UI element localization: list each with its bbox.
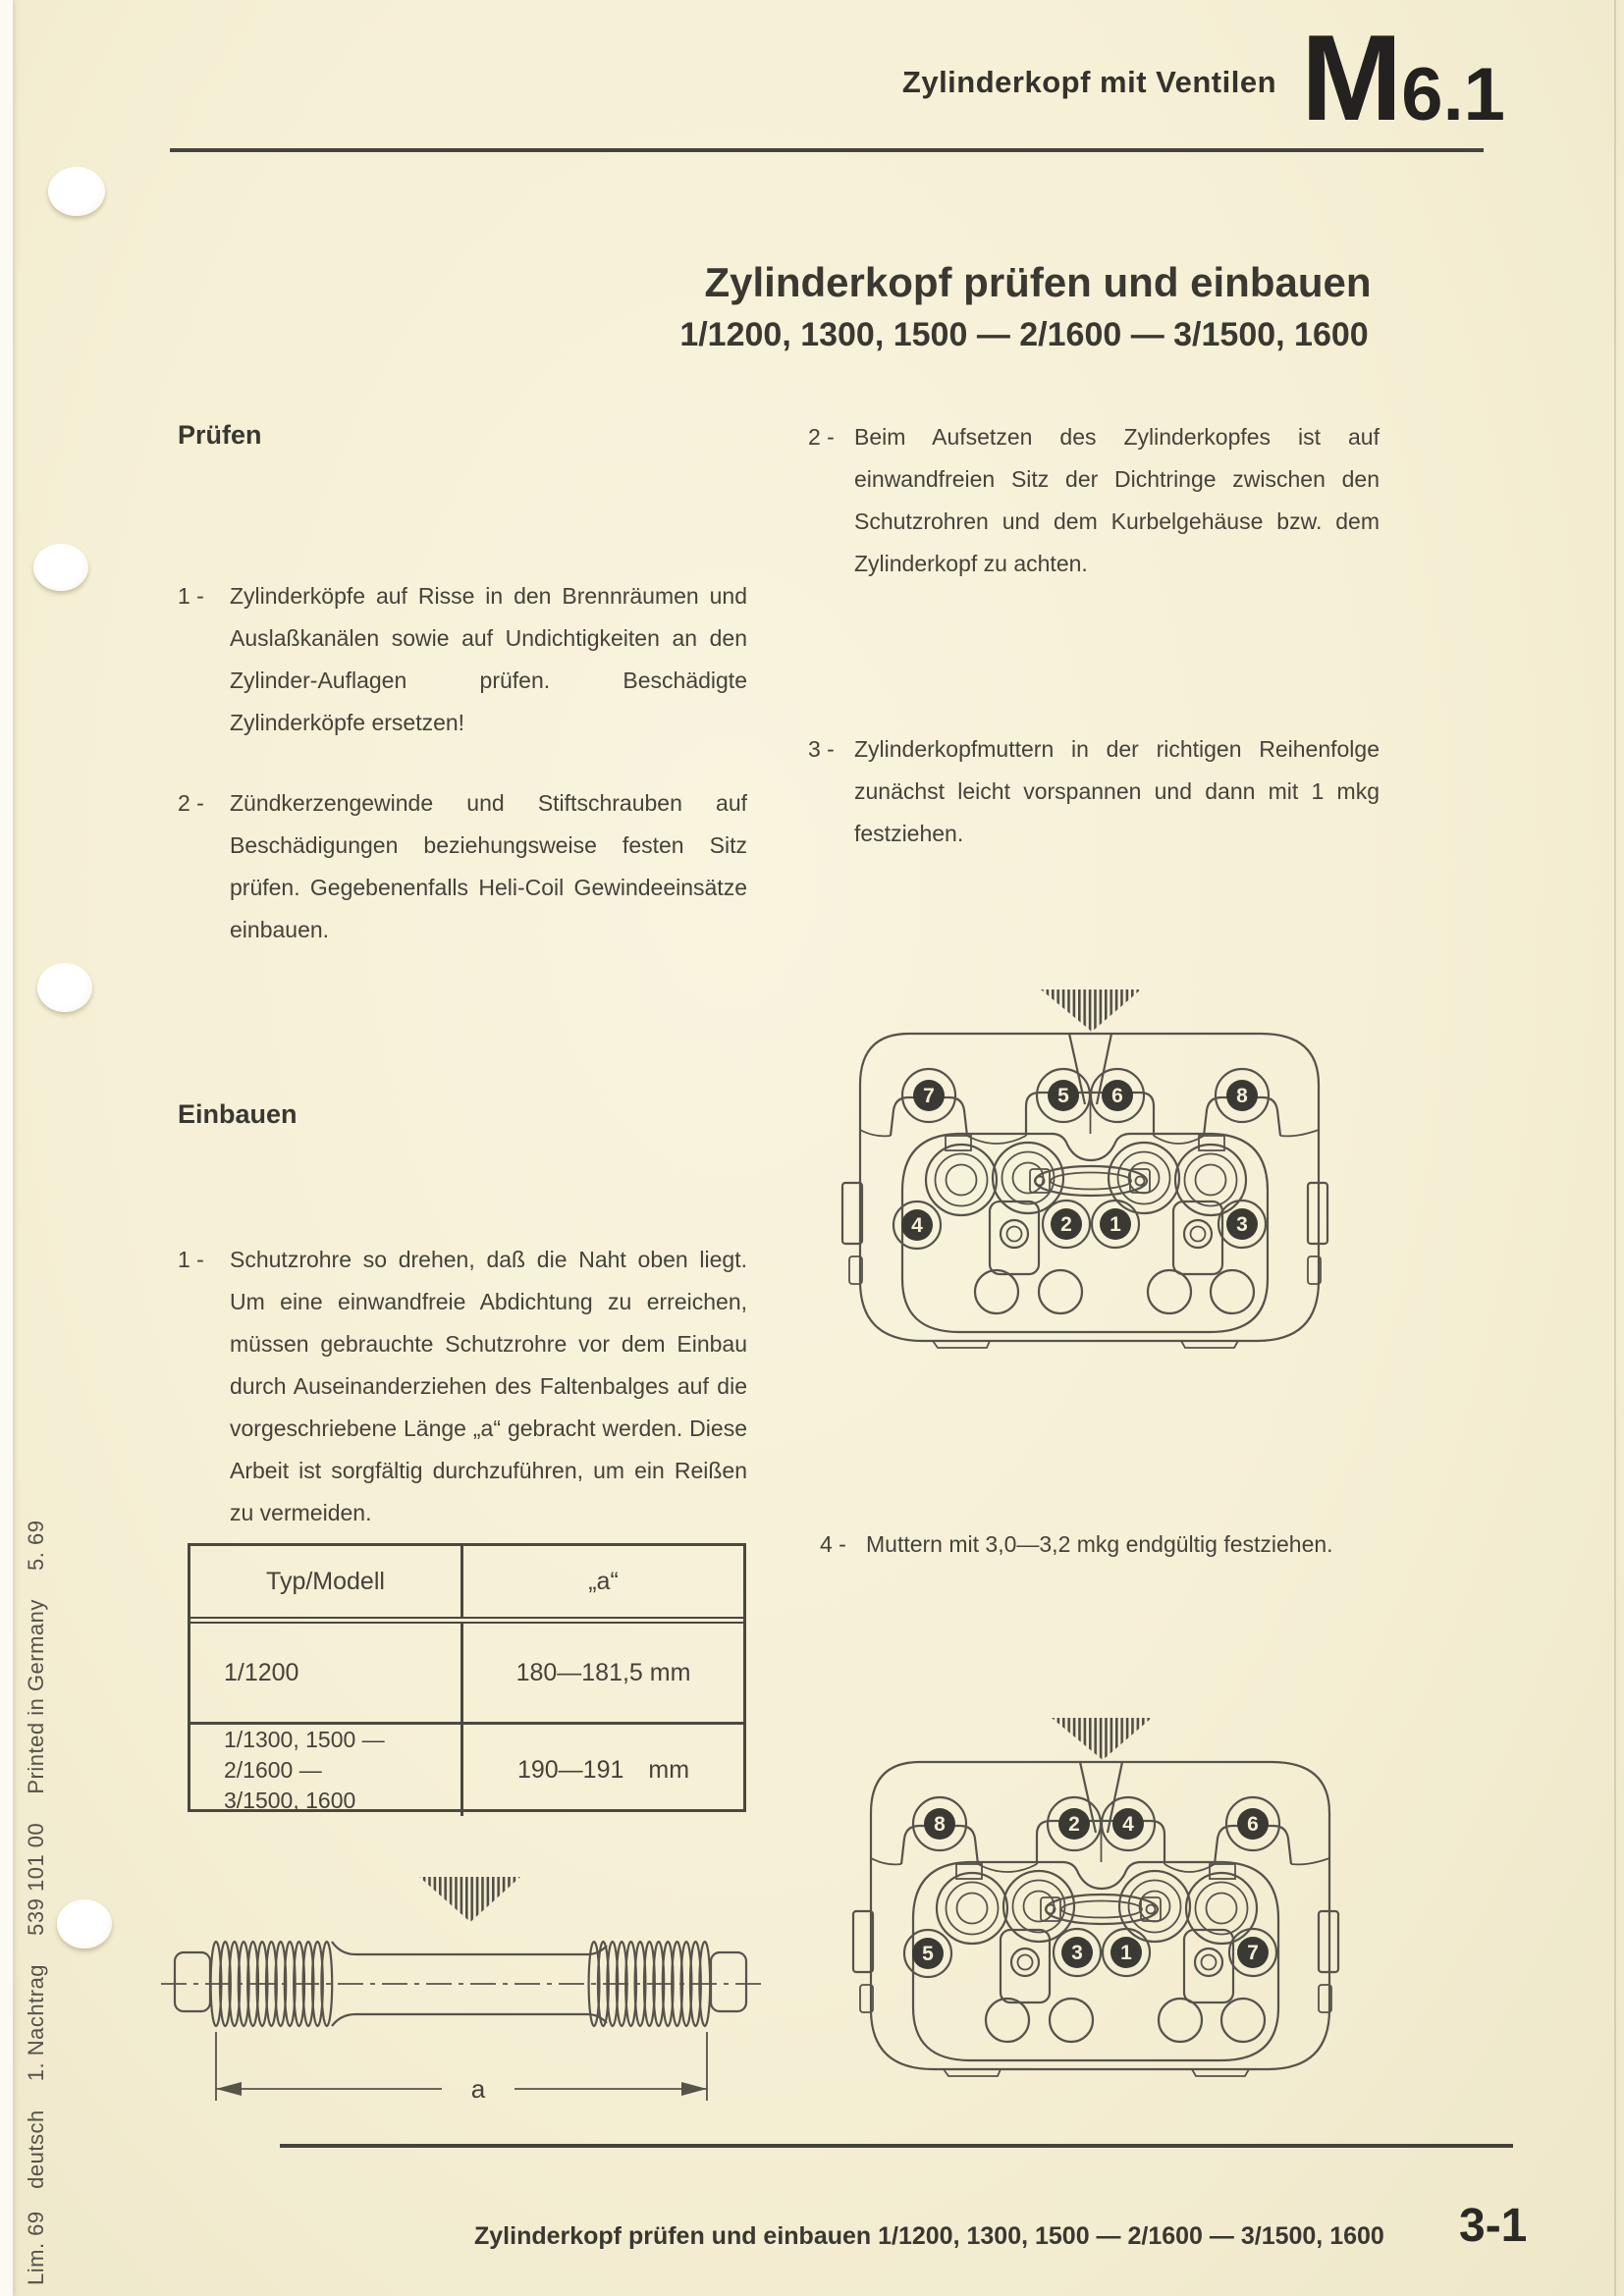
table-row xyxy=(190,1624,743,1725)
nut-number: 1 xyxy=(1120,1942,1132,1964)
dimension-label: a xyxy=(470,2074,486,2104)
nut-number: 2 xyxy=(1060,1213,1072,1236)
item-text: Muttern mit 3,0—3,2 mkg endgültig festziehen. xyxy=(866,1531,1333,1557)
table-cell-model: 1/1200 xyxy=(190,1624,463,1722)
nut-number: 3 xyxy=(1071,1942,1083,1964)
punch-hole xyxy=(33,544,88,591)
nut-number: 8 xyxy=(1236,1085,1248,1107)
page-edge xyxy=(1614,0,1616,2296)
dimension-a xyxy=(216,2032,707,2104)
instruction-item xyxy=(820,1523,1429,1566)
footer-rule xyxy=(280,2144,1513,2148)
model-line: 2/1600 — xyxy=(224,1757,322,1783)
valve-spring-circles xyxy=(926,1143,1246,1215)
nut-number: 5 xyxy=(922,1943,934,1965)
valve-spring-circles xyxy=(937,1871,1257,1944)
header-rule xyxy=(170,148,1484,152)
nut-number: 7 xyxy=(1247,1942,1259,1964)
table-header-row xyxy=(190,1546,743,1624)
table-row xyxy=(190,1725,743,1813)
model-line: 3/1500, 1600 xyxy=(224,1788,356,1813)
section-code-number: 6.1 xyxy=(1401,53,1505,136)
imprint-vertical-text: Lim. 69 deutsch 1. Nachtrag 539 101 00 Printed in Germany 5. 69 xyxy=(24,1520,48,2285)
tightening-sequence-diagram-1 xyxy=(839,987,1330,1352)
nut-number: 7 xyxy=(923,1085,935,1107)
item-text: Beim Aufsetzen des Zylinderkopfes ist auf einwandfreien Sitz der Dichtringe zwischen den Schutzrohren und dem Kurbelgehäuse bzw. dem Zylinderkopf zu achten. xyxy=(854,424,1380,576)
heading-einbauen: Einbauen xyxy=(178,1099,298,1129)
item-number: 1 - xyxy=(178,583,204,609)
table-cell-model xyxy=(190,1725,463,1816)
section-code xyxy=(1301,11,1505,146)
arrow-down-icon xyxy=(1052,1718,1152,1760)
nut-number: 4 xyxy=(1122,1813,1134,1836)
page-title: Zylinderkopf prüfen und einbauen xyxy=(704,259,1372,305)
header-subject: Zylinderkopf mit Ventilen xyxy=(901,65,1276,99)
scan-edge xyxy=(0,0,13,2296)
nut-number: 8 xyxy=(934,1813,946,1836)
table-header-a: „a“ xyxy=(588,1567,619,1595)
nut-number: 2 xyxy=(1068,1813,1080,1836)
instruction-item xyxy=(178,575,747,744)
page-number: 3-1 xyxy=(1459,2200,1528,2252)
instruction-item xyxy=(178,1239,747,1534)
table-cell-value: 190—191 mm xyxy=(516,1756,690,1784)
item-text: Schutzrohre so drehen, daß die Naht oben liegt. Um eine einwandfreie Abdichtung zu erreichen, müssen gebrauchte Schutzrohre vor dem Einbau durch Auseinanderziehen des Faltenbalges auf die vorgeschriebene Länge „a“ gebracht werden. Diese Arbeit ist sorgfältig durchzuführen, um ein Reißen zu vermeiden. xyxy=(230,1247,747,1525)
item-number: 1 - xyxy=(178,1247,204,1272)
item-number: 4 - xyxy=(820,1531,846,1557)
nut-number: 6 xyxy=(1111,1085,1123,1107)
nut-number: 1 xyxy=(1110,1213,1121,1236)
nut-number: 6 xyxy=(1247,1813,1259,1836)
tightening-sequence-diagram-2 xyxy=(850,1715,1341,2080)
item-text: Zylinderkopfmuttern in der richtigen Reihenfolge zunächst leicht vorspannen und dann mit 1 mkg festziehen. xyxy=(854,736,1380,846)
instruction-item xyxy=(808,416,1380,585)
item-number: 2 - xyxy=(808,424,835,450)
bottom-ports xyxy=(975,1270,1254,1313)
bottom-ports xyxy=(986,1999,1265,2042)
arrow-down-icon xyxy=(1041,989,1141,1032)
table-header-model: Typ/Modell xyxy=(190,1546,463,1617)
item-number: 3 - xyxy=(808,736,835,762)
table-cell-value: 180—181,5 mm xyxy=(515,1658,691,1686)
instruction-item xyxy=(808,728,1380,855)
item-text: Zylinderköpfe auf Risse in den Brennräumen und Auslaßkanälen sowie auf Undichtigkeiten an den Zylinder-Auflagen prüfen. Beschädigte Zylinderköpfe ersetzen! xyxy=(230,583,747,735)
nut-number: 5 xyxy=(1057,1085,1069,1107)
protection-tube-diagram xyxy=(147,1857,776,2112)
dimension-table xyxy=(188,1543,746,1812)
punch-hole xyxy=(37,963,92,1012)
heading-pruefen: Prüfen xyxy=(178,420,262,450)
model-line: 1/1300, 1500 — xyxy=(224,1727,385,1752)
nut-number: 3 xyxy=(1236,1213,1248,1236)
instruction-item xyxy=(178,782,747,951)
punch-hole xyxy=(57,1899,112,1949)
footer-title: Zylinderkopf prüfen und einbauen 1/1200, 1300, 1500 — 2/1600 — 3/1500, 1600 xyxy=(474,2222,1384,2250)
item-text: Zündkerzengewinde und Stiftschrauben auf Beschädigungen beziehungsweise festen Sitz prüfen. Gegebenenfalls Heli-Coil Gewindeeinsätze einbauen. xyxy=(230,790,747,942)
arrow-down-icon xyxy=(419,1877,520,1922)
punch-hole xyxy=(48,167,105,216)
nut-number: 4 xyxy=(911,1214,923,1237)
item-number: 2 - xyxy=(178,790,204,816)
section-code-letter: M xyxy=(1301,11,1400,146)
page-title-models: 1/1200, 1300, 1500 — 2/1600 — 3/1500, 1600 xyxy=(679,316,1369,353)
